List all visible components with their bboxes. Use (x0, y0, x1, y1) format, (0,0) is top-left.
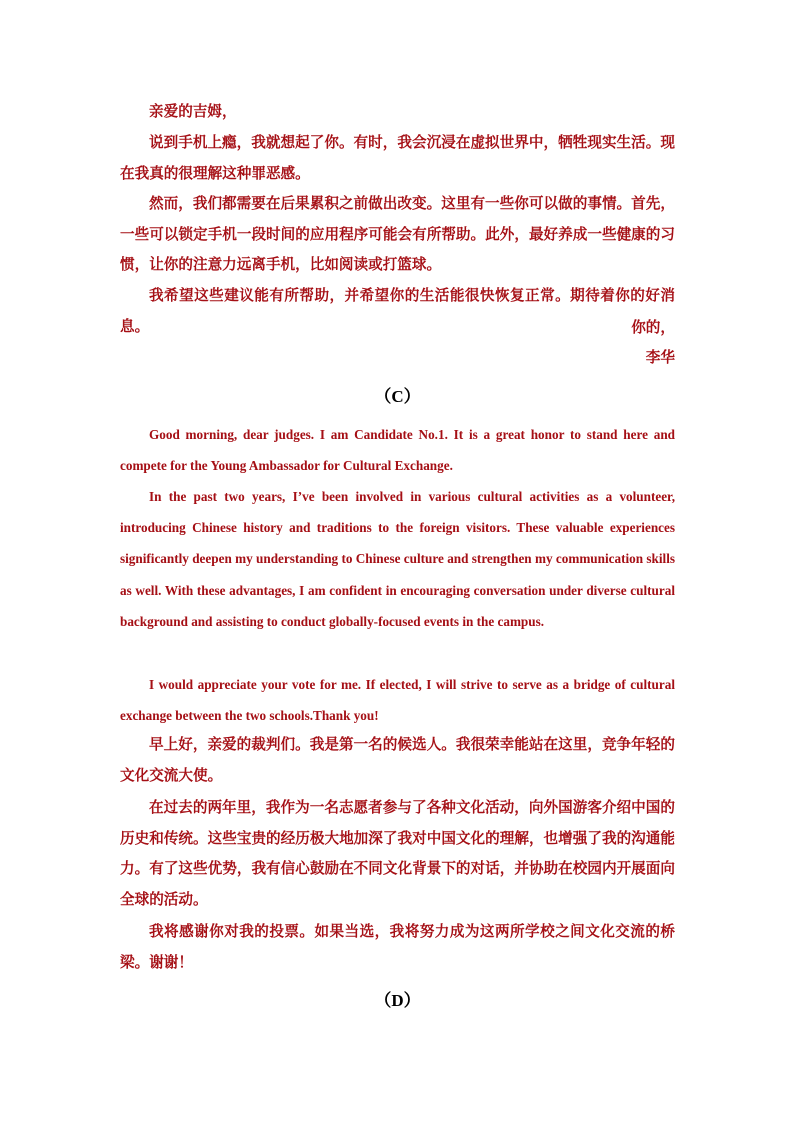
speech-en-paragraph-1: Good morning, dear judges. I am Candidate No.1. It is a great honor to stand here and compete for the Young Ambassador for Cultural Exchange. (120, 427, 675, 474)
speech-en-paragraph-2: In the past two years, I’ve been involved in various cultural activities as a volunteer, introducing Chinese history and traditions to the foreign visitors. These valuable experiences significantly deepen my understanding to Chinese culture and strengthen my communication skills as well. With these advantages, I am confident in encouraging conversation under diverse cultural background and assisting to conduct globally-focused events in the campus. (120, 489, 675, 629)
letter-paragraph-3: 我希望这些建议能有所帮助，并希望你的生活能很快恢复正常。期待着你的好消息。 (120, 287, 675, 335)
speech-zh-paragraph-3: 我将感谢你对我的投票。如果当选，我将努力成为这两所学校之间文化交流的桥梁。谢谢！ (120, 923, 675, 971)
speech-zh-paragraph-1: 早上好，亲爱的裁判们。我是第一名的候选人。我很荣幸能站在这里，竞争年轻的文化交流大使。 (120, 736, 675, 784)
letter-paragraph-1: 说到手机上瘾，我就想起了你。有时，我会沉浸在虚拟世界中，牺牲现实生活。现在我真的很理解这种罪恶感。 (120, 134, 675, 182)
speech-en-paragraph-3: I would appreciate your vote for me. If elected, I will strive to serve as a bridge of cultural exchange between the two schools.Thank you! (120, 677, 675, 724)
letter-paragraph-2: 然而，我们都需要在后果累积之前做出改变。这里有一些你可以做的事情。首先，一些可以锁定手机一段时间的应用程序可能会有所帮助。此外，最好养成一些健康的习惯，让你的注意力远离手机，比如阅读或打篮球。 (120, 195, 675, 273)
letter-signature: 李华 (645, 349, 675, 366)
letter-greeting: 亲爱的吉姆， (149, 103, 237, 120)
section-d-heading: （D） (374, 991, 421, 1010)
section-c-heading: （C） (374, 387, 421, 406)
letter-closing: 你的， (631, 319, 675, 336)
speech-zh-paragraph-2: 在过去的两年里，我作为一名志愿者参与了各种文化活动，向外国游客介绍中国的历史和传统。这些宝贵的经历极大地加深了我对中国文化的理解，也增强了我的沟通能力。有了这些优势，我有信心鼓励在不同文化背景下的对话，并协助在校园内开展面向全球的活动。 (120, 799, 675, 908)
